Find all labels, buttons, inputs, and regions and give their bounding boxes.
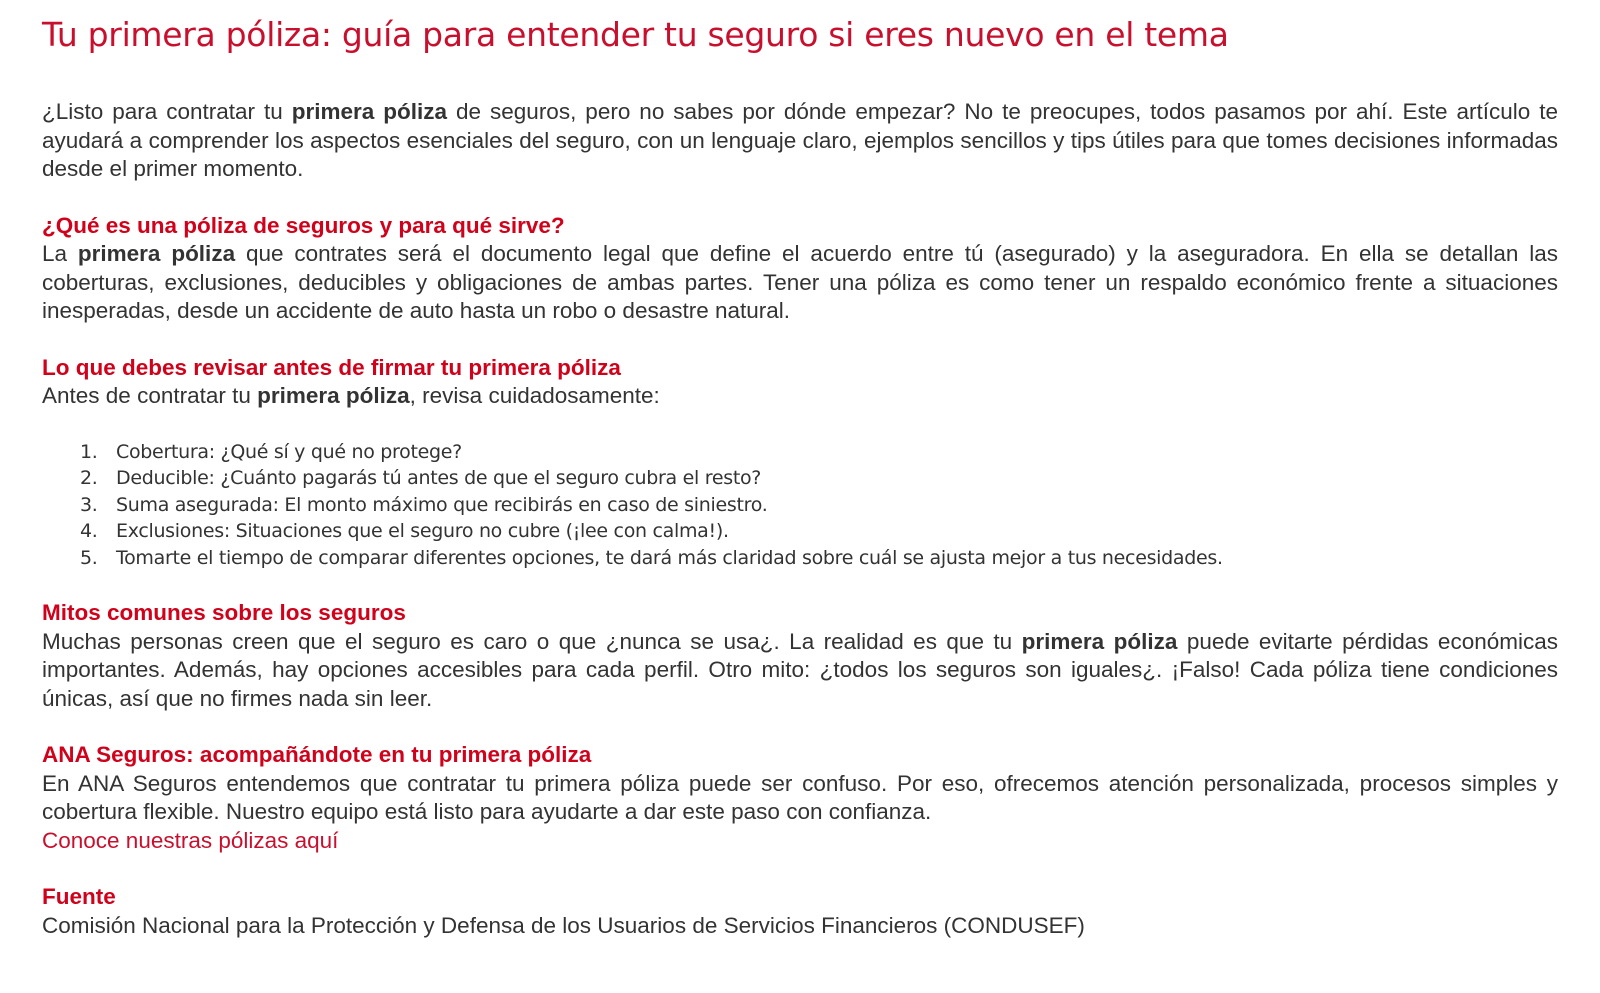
section-heading-review: Lo que debes revisar antes de firmar tu primera póliza <box>42 354 621 380</box>
list-item-text: Exclusiones: Situaciones que el seguro no cubre (¡lee con calma!). <box>116 520 729 542</box>
policies-link[interactable]: Conoce nuestras pólizas aquí <box>42 827 339 853</box>
article-title: Tu primera póliza: guía para entender tu seguro si eres nuevo en el tema <box>42 15 1229 54</box>
list-item-number: 5. <box>80 546 98 569</box>
section3-text-after: puede evitarte pérdidas económicas importantes. Además, hay opciones accesibles para cada perfil. Otro mito: ¿todos los seguros son iguales¿. ¡Falso! Cada póliza tiene condiciones únicas, así que no firmes nada sin leer. <box>42 628 1558 711</box>
list-item-text: Cobertura: ¿Qué sí y qué no protege? <box>116 440 462 463</box>
source-text: Comisión Nacional para la Protección y Defensa de los Usuarios de Servicios Financieros (CONDUSEF) <box>42 912 1085 938</box>
article <box>42 0 1558 940</box>
list-item-number: 4. <box>80 520 98 542</box>
list-item <box>80 518 1558 545</box>
section-heading-what-is: ¿Qué es una póliza de seguros y para qué sirve? <box>42 212 565 238</box>
section-paragraph-ana-seguros: En ANA Seguros entendemos que contratar tu primera póliza puede ser confuso. Por eso, ofrecemos atención personalizada, procesos simples y cobertura flexible. Nuestro equipo está listo para ayudarte a dar este paso con confianza. <box>42 770 1558 824</box>
list-item-number: 1. <box>80 440 98 463</box>
section2-text-after: , revisa cuidadosamente: <box>409 383 660 408</box>
section-paragraph-review <box>42 382 1558 411</box>
section-paragraph-what-is <box>42 240 1558 326</box>
list-item <box>80 545 1558 572</box>
intro-paragraph <box>42 98 1558 184</box>
list-item-number: 3. <box>80 493 98 516</box>
section3-text-before: Muchas personas creen que el seguro es caro o que ¿nunca se usa¿. La realidad es que tu <box>42 628 1022 654</box>
section2-text-before: Antes de contratar tu <box>42 383 258 408</box>
section1-text-before: La <box>42 241 78 266</box>
intro-text-before: ¿Listo para contratar tu <box>42 99 292 124</box>
intro-text-after: de seguros, pero no sabes por dónde empezar? No te preocupes, todos pasamos por ahí. Este artículo te ayudará a comprender los aspectos esenciales del seguro, con un lenguaje claro, ejemplos sencillos y tips útiles para que tomes decisiones informadas desde el primer momento. <box>42 99 1558 181</box>
list-item <box>80 439 1558 466</box>
list-item <box>80 492 1558 519</box>
list-item-text: Tomarte el tiempo de comparar diferentes opciones, te dará más claridad sobre cuál se ajusta mejor a tus necesidades. <box>116 546 1223 569</box>
list-item-text: Suma asegurada: El monto máximo que recibirás en caso de siniestro. <box>116 493 768 516</box>
review-checklist <box>42 439 1558 572</box>
list-item <box>80 465 1558 492</box>
intro-bold: primera póliza <box>291 99 448 124</box>
list-item-text: Deducible: ¿Cuánto pagarás tú antes de que el seguro cubra el resto? <box>116 467 762 489</box>
section1-bold: primera póliza <box>77 241 236 266</box>
section2-bold: primera póliza <box>257 383 410 408</box>
list-item-number: 2. <box>80 467 98 489</box>
section-heading-myths: Mitos comunes sobre los seguros <box>42 600 406 625</box>
source-heading: Fuente <box>42 884 116 909</box>
section-paragraph-myths <box>42 628 1558 714</box>
section-heading-ana-seguros: ANA Seguros: acompañándote en tu primera póliza <box>42 742 592 767</box>
section3-bold: primera póliza <box>1021 628 1178 654</box>
section1-text-after: que contrates será el documento legal que define el acuerdo entre tú (asegurado) y la aseguradora. En ella se detallan las coberturas, exclusiones, deducibles y obligaciones de ambas partes. Tener una póliza es como tener un respaldo económico frente a situaciones inesperadas, desde un accidente de auto hasta un robo o desastre natural. <box>42 241 1558 323</box>
